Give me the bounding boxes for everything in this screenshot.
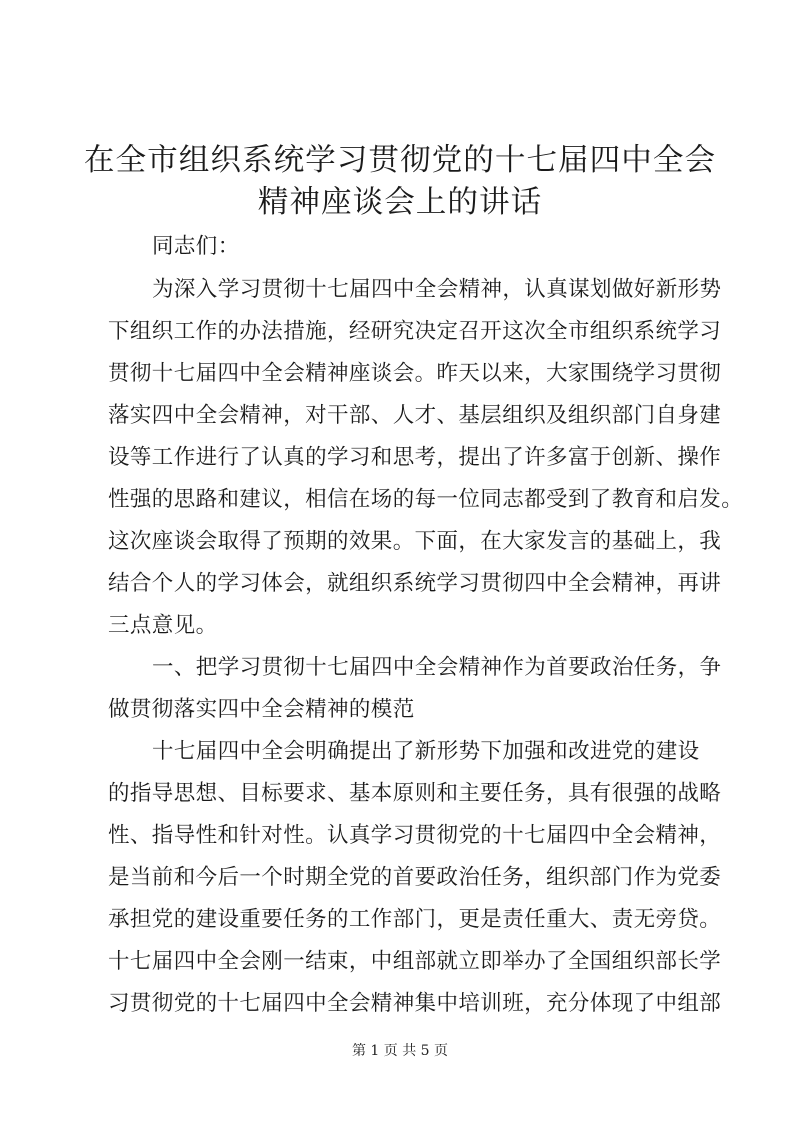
paragraph-line: 的指导思想、目标要求、基本原则和主要任务，具有很强的战略	[108, 781, 722, 806]
paragraph-line: 三点意见。	[108, 613, 218, 638]
paragraph-line: 下组织工作的办法措施，经研究决定召开这次全市组织系统学习	[108, 319, 722, 344]
section-heading-line: 一、把学习贯彻十七届四中全会精神作为首要政治任务，争	[152, 655, 722, 680]
paragraph-line: 承担党的建设重要任务的工作部门，更是责任重大、责无旁贷。	[108, 907, 722, 932]
paragraph-line: 是当前和今后一个时期全党的首要政治任务，组织部门作为党委	[108, 865, 722, 890]
paragraph-line: 贯彻十七届四中全会精神座谈会。昨天以来，大家围绕学习贯彻	[108, 361, 722, 386]
paragraph-line: 性强的思路和建议，相信在场的每一位同志都受到了教育和启发。	[108, 487, 744, 512]
paragraph-line: 设等工作进行了认真的学习和思考，提出了许多富于创新、操作	[108, 445, 722, 470]
section-heading-line: 做贯彻落实四中全会精神的模范	[108, 697, 415, 722]
page-footer: 第 1 页 共 5 页	[351, 1043, 449, 1059]
paragraph-line: 为深入学习贯彻十七届四中全会精神，认真谋划做好新形势	[152, 277, 722, 302]
paragraph-line: 十七届四中全会明确提出了新形势下加强和改进党的建设	[152, 739, 700, 764]
paragraph-line: 结合个人的学习体会，就组织系统学习贯彻四中全会精神，再讲	[108, 571, 722, 596]
paragraph-line: 习贯彻党的十七届四中全会精神集中培训班，充分体现了中组部	[108, 991, 722, 1016]
paragraph-line: 十七届四中全会刚一结束，中组部就立即举办了全国组织部长学	[108, 949, 722, 974]
document-title-line-2: 精神座谈会上的讲话	[257, 185, 543, 220]
paragraph-line: 这次座谈会取得了预期的效果。下面，在大家发言的基础上，我	[108, 529, 722, 554]
salutation: 同志们：	[152, 234, 240, 259]
paragraph-line: 性、指导性和针对性。认真学习贯彻党的十七届四中全会精神，	[108, 823, 722, 848]
document-title-line-1: 在全市组织系统学习贯彻党的十七届四中全会	[83, 143, 717, 178]
paragraph-line: 落实四中全会精神，对干部、人才、基层组织及组织部门自身建	[108, 403, 722, 428]
